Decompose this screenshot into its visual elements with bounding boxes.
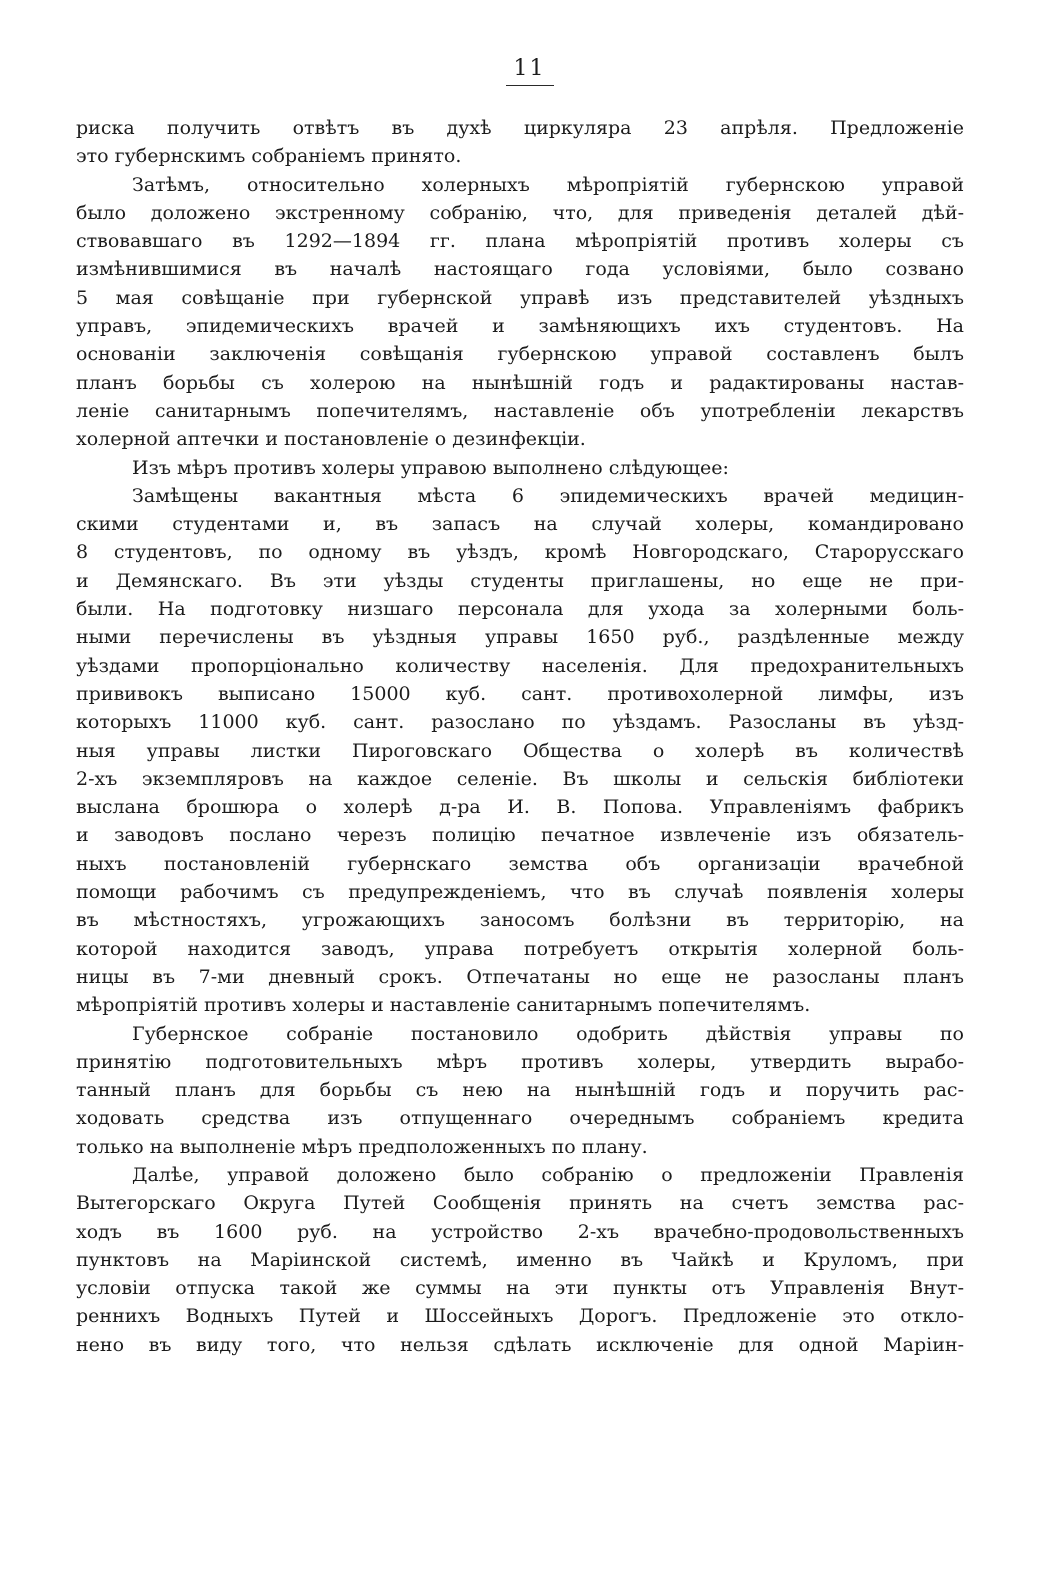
- text-line: ныя управы листки Пироговскаго Общества о холерѣ въ количествѣ: [76, 739, 964, 762]
- text-line: Изъ мѣръ противъ холеры управою выполнено слѣдующее:: [132, 456, 729, 479]
- text-line: измѣнившимися въ началѣ настоящаго года условіями, было созвано: [76, 258, 964, 281]
- text-line: 8 студентовъ, по одному въ уѣздъ, кромѣ Новгородскаго, Старорусскаго: [76, 541, 964, 564]
- text-line: ныхъ постановленій губернскаго земства объ организаціи врачебной: [76, 852, 964, 875]
- text-line: основаніи заключенія совѣщанія губернскою управой составленъ былъ: [76, 343, 964, 366]
- text-line: условіи отпуска такой же суммы на эти пункты отъ Управленія Внут-: [76, 1277, 964, 1300]
- text-line: 5 мая совѣщаніе при губернской управѣ изъ представителей уѣздныхъ: [76, 286, 964, 309]
- text-line: которыхъ 11000 куб. сант. разослано по уѣздамъ. Разосланы въ уѣзд-: [76, 711, 964, 734]
- text-line: которой находится заводъ, управа потребуетъ открытія холерной боль-: [76, 937, 964, 960]
- text-line: управъ, эпидемическихъ врачей и замѣняющихъ ихъ студентовъ. На: [76, 315, 964, 338]
- page-number-container: [0, 56, 1059, 86]
- text-line: и Демянскаго. Въ эти уѣзды студенты приглашены, но еще не при-: [76, 569, 964, 592]
- text-line: Губернское собраніе постановило одобрить дѣйствія управы по: [132, 1022, 964, 1045]
- text-line: ницы въ 7-ми дневный срокъ. Отпечатаны но еще не разосланы планъ: [76, 965, 964, 988]
- page-number: 11: [506, 56, 554, 86]
- text-line: Далѣе, управой доложено было собранію о предложеніи Правленія: [132, 1163, 964, 1186]
- text-line: Замѣщены вакантныя мѣста 6 эпидемическихъ врачей медицин-: [132, 484, 964, 507]
- text-line: были. На подготовку низшаго персонала для ухода за холерными боль-: [76, 598, 964, 621]
- text-line: ными перечислены въ уѣздныя управы 1650 руб., раздѣленные между: [76, 626, 964, 649]
- text-line: только на выполненіе мѣръ предположенныхъ по плану.: [76, 1135, 648, 1158]
- text-line: Вытегорскаго Округа Путей Сообщенія принять на счетъ земства рас-: [76, 1192, 964, 1215]
- text-line: мѣропріятій противъ холеры и наставленіе санитарнымъ попечителямъ.: [76, 994, 811, 1017]
- text-line: реннихъ Водныхъ Путей и Шоссейныхъ Дорогъ. Предложеніе это откло-: [76, 1305, 964, 1328]
- text-line: нено въ виду того, что нельзя сдѣлать исключеніе для одной Маріин-: [76, 1333, 964, 1356]
- text-line: леніе санитарнымъ попечителямъ, наставленіе объ употребленіи лекарствъ: [76, 399, 964, 422]
- text-line: помощи рабочимъ съ предупрежденіемъ, что въ случаѣ появленія холеры: [76, 881, 964, 904]
- text-line: Затѣмъ, относительно холерныхъ мѣропріятій губернскою управой: [132, 173, 964, 196]
- text-line: это губернскимъ собраніемъ принято.: [76, 145, 462, 168]
- body-text: [76, 114, 964, 1359]
- text-line: уѣздами пропорціонально количеству населенія. Для предохранительныхъ: [76, 654, 964, 677]
- text-line: прививокъ выписано 15000 куб. сант. противохолерной лимфы, изъ: [76, 682, 964, 705]
- text-line: риска получить отвѣтъ въ духѣ циркуляра 23 апрѣля. Предложеніе: [76, 117, 964, 139]
- text-line: 2-хъ экземпляровъ на каждое селеніе. Въ школы и сельскія библіотеки: [76, 767, 964, 790]
- text-line: пунктовъ на Маріинской системѣ, именно въ Чайкѣ и Круломъ, при: [76, 1248, 964, 1271]
- text-line: планъ борьбы съ холерою на нынѣшній годъ и радактированы настав-: [76, 371, 964, 394]
- text-line: принятію подготовительныхъ мѣръ противъ холеры, утвердить вырабо-: [76, 1050, 964, 1073]
- text-line: въ мѣстностяхъ, угрожающихъ заносомъ болѣзни въ территорію, на: [76, 909, 964, 932]
- text-line: было доложено экстренному собранію, что, для приведенія деталей дѣй-: [76, 201, 964, 224]
- text-line: холерной аптечки и постановленіе о дезинфекціи.: [76, 428, 586, 451]
- text-line: выслана брошюра о холерѣ д-ра И. В. Попова. Управленіямъ фабрикъ: [76, 796, 964, 819]
- text-line: и заводовъ послано черезъ полицію печатное извлеченіе изъ обязатель-: [76, 824, 964, 847]
- text-line: танный планъ для борьбы съ нею на нынѣшній годъ и поручить рас-: [76, 1079, 964, 1102]
- text-line: ходовать средства изъ отпущеннаго очереднымъ собраніемъ кредита: [76, 1107, 964, 1130]
- text-line: ходъ въ 1600 руб. на устройство 2-хъ врачебно-продовольственныхъ: [76, 1220, 964, 1243]
- text-line: ствовавшаго въ 1292—1894 гг. плана мѣропріятій противъ холеры съ: [76, 230, 964, 253]
- text-line: скими студентами и, въ запасъ на случай холеры, командировано: [76, 513, 964, 536]
